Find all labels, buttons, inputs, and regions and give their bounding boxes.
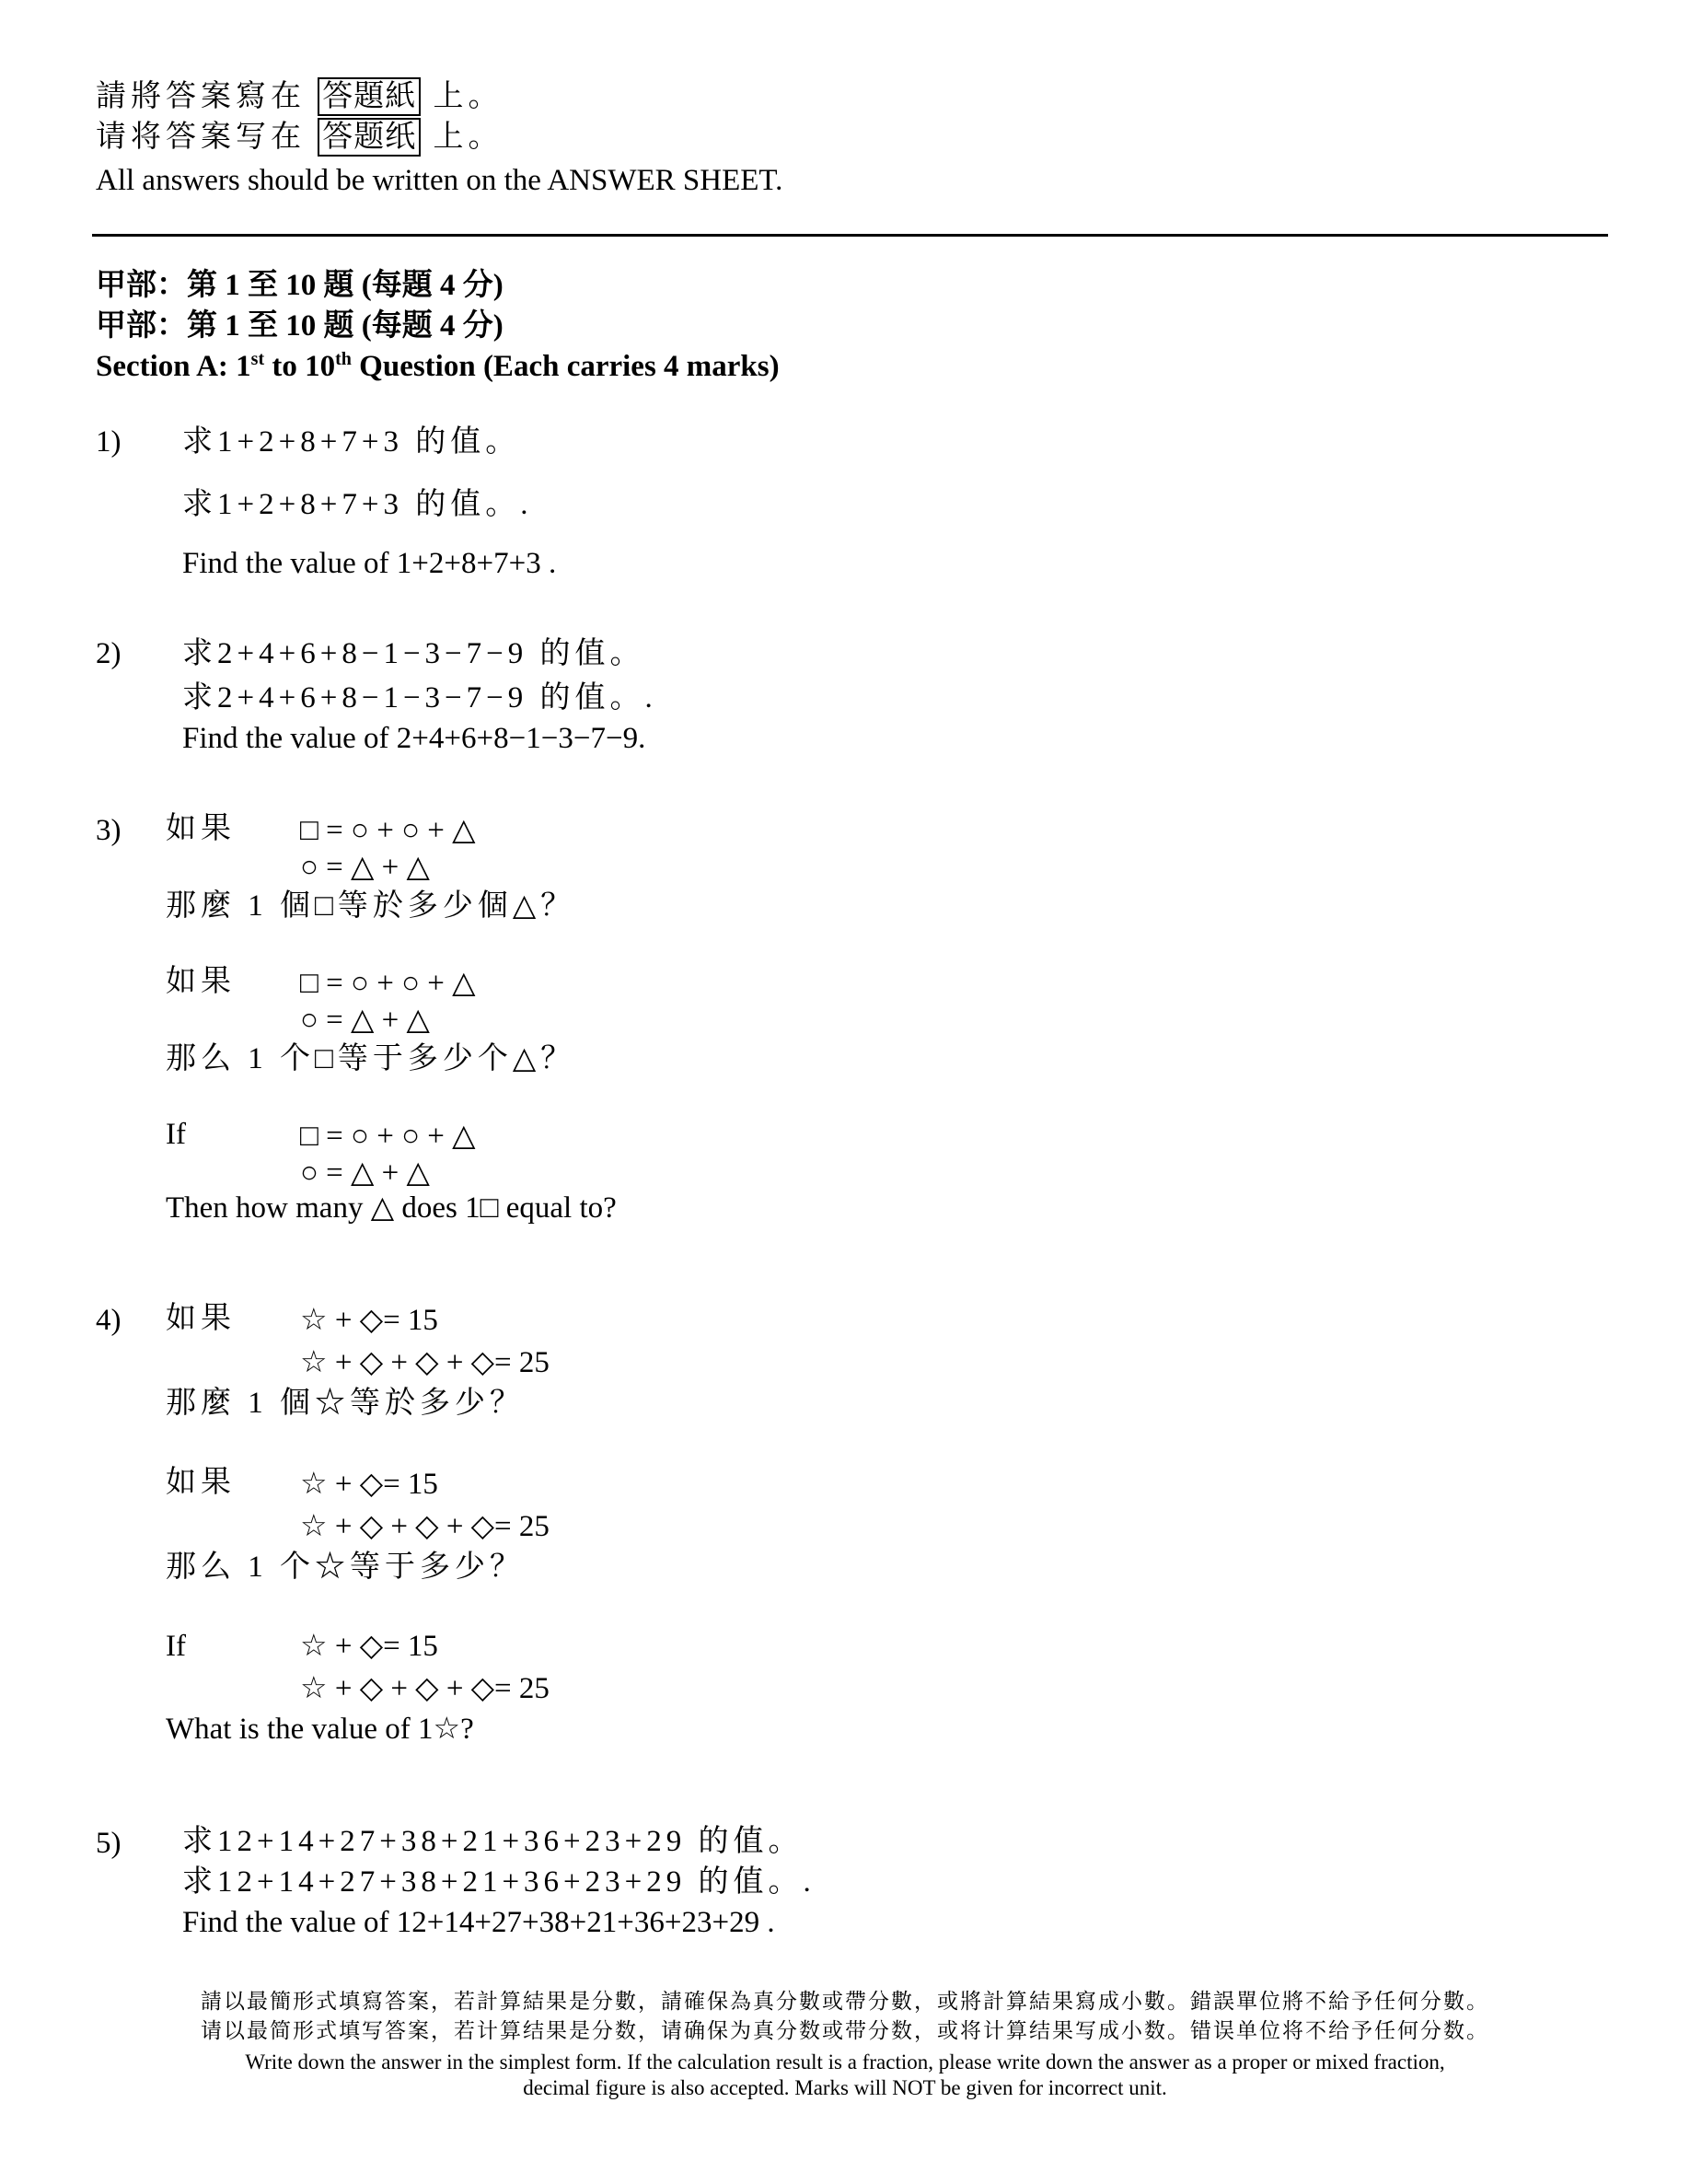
q3-if-traditional: 如果 xyxy=(166,812,236,845)
q4-eq2-b: ☆ + ◇ + ◇ + ◇= 25 xyxy=(300,1510,550,1543)
q4-eq1-a: ☆ + ◇= 15 xyxy=(300,1304,438,1337)
q2-traditional: 求2+4+6+8−1−3−7−9 的值。 xyxy=(182,637,645,670)
q3-ask-simplified: 那么 1 个□等于多少个△？ xyxy=(166,1042,576,1075)
q3-ask-english: Then how many △ does 1□ equal to? xyxy=(166,1191,617,1225)
q5-simplified: 求12+14+27+38+21+36+23+29 的值。. xyxy=(182,1865,816,1899)
q3-if-english: If xyxy=(166,1118,186,1151)
header-divider xyxy=(92,234,1608,237)
section-title-en-sup-st: st xyxy=(250,349,265,369)
q4-eq1-b: ☆ + ◇= 15 xyxy=(300,1468,438,1501)
q4-if-traditional: 如果 xyxy=(166,1302,236,1335)
q3-eq1-a: □ = ○ + ○ + △ xyxy=(300,814,476,847)
section-title-en-part-a: Section A: 1 xyxy=(96,350,251,383)
q3-eq1-c: □ = ○ + ○ + △ xyxy=(300,1120,476,1153)
q5-traditional: 求12+14+27+38+21+36+23+29 的值。 xyxy=(182,1825,804,1858)
q3-eq2-a: ○ = △ + △ xyxy=(300,851,430,884)
q4-ask-english: What is the value of 1☆? xyxy=(166,1713,474,1746)
q4-eq2-c: ☆ + ◇ + ◇ + ◇= 25 xyxy=(300,1672,550,1705)
q4-eq1-c: ☆ + ◇= 15 xyxy=(300,1630,438,1663)
section-title-en-sup-th: th xyxy=(335,349,352,369)
q4-ask-traditional: 那麼 1 個☆等於多少？ xyxy=(166,1387,525,1420)
instruction-simplified xyxy=(96,118,504,157)
q1-traditional: 求1+2+8+7+3 的值。 xyxy=(182,425,521,459)
instruction-trad-pre: 請將答案寫在 xyxy=(96,80,306,113)
question-number-3: 3) xyxy=(96,814,122,847)
instruction-trad-post: 上。 xyxy=(433,80,504,113)
q3-eq2-c: ○ = △ + △ xyxy=(300,1156,430,1190)
question-number-4: 4) xyxy=(96,1304,122,1337)
question-number-5: 5) xyxy=(96,1827,122,1860)
q4-if-english: If xyxy=(166,1630,186,1663)
question-number-1: 1) xyxy=(96,425,122,459)
section-title-traditional: 甲部：第 1 至 10 題 (每題 4 分) xyxy=(96,269,504,302)
answer-sheet-box-trad: 答題紙 xyxy=(318,77,421,116)
q1-simplified: 求1+2+8+7+3 的值。. xyxy=(182,488,533,521)
footer-note-traditional: 請以最簡形式填寫答案，若計算結果是分數，請確保為真分數或帶分數，或將計算結果寫成小數。錯誤單位將不給予任何分數。 xyxy=(201,1990,1489,2013)
q3-eq2-b: ○ = △ + △ xyxy=(300,1004,430,1037)
footer-note-english-2: decimal figure is also accepted. Marks will NOT be given for incorrect unit. xyxy=(523,2076,1167,2099)
q4-if-simplified: 如果 xyxy=(166,1466,236,1499)
section-title-english xyxy=(96,348,780,385)
q3-eq1-b: □ = ○ + ○ + △ xyxy=(300,967,476,1000)
footer-note-simplified: 请以最简形式填写答案，若计算结果是分数，请确保为真分数或带分数，或将计算结果写成小数。错误单位将不给予任何分数。 xyxy=(201,2019,1489,2042)
q1-english: Find the value of 1+2+8+7+3 . xyxy=(182,547,557,580)
section-title-en-part-b: to 10 xyxy=(264,350,336,383)
question-number-2: 2) xyxy=(96,637,122,670)
footer-note-english-1: Write down the answer in the simplest form. If the calculation result is a fraction, please write down the answer as a proper or mixed fraction, xyxy=(245,2050,1445,2074)
q4-eq2-a: ☆ + ◇ + ◇ + ◇= 25 xyxy=(300,1346,550,1379)
section-title-simplified: 甲部：第 1 至 10 题 (每题 4 分) xyxy=(96,309,504,343)
instruction-english: All answers should be written on the ANSWER SHEET. xyxy=(96,164,783,197)
answer-sheet-box-simp: 答题纸 xyxy=(318,118,421,157)
section-title-en-part-c: Question (Each carries 4 marks) xyxy=(351,350,780,383)
q4-ask-simplified: 那么 1 个☆等于多少？ xyxy=(166,1551,525,1584)
q2-simplified: 求2+4+6+8−1−3−7−9 的值。. xyxy=(182,681,657,714)
q2-english: Find the value of 2+4+6+8−1−3−7−9. xyxy=(182,722,646,755)
instruction-simp-post: 上。 xyxy=(433,121,504,154)
q3-if-simplified: 如果 xyxy=(166,965,236,998)
instruction-simp-pre: 请将答案写在 xyxy=(96,121,306,154)
q5-english: Find the value of 12+14+27+38+21+36+23+29 . xyxy=(182,1906,775,1939)
q3-ask-traditional: 那麼 1 個□等於多少個△？ xyxy=(166,889,576,923)
instruction-traditional xyxy=(96,77,504,116)
